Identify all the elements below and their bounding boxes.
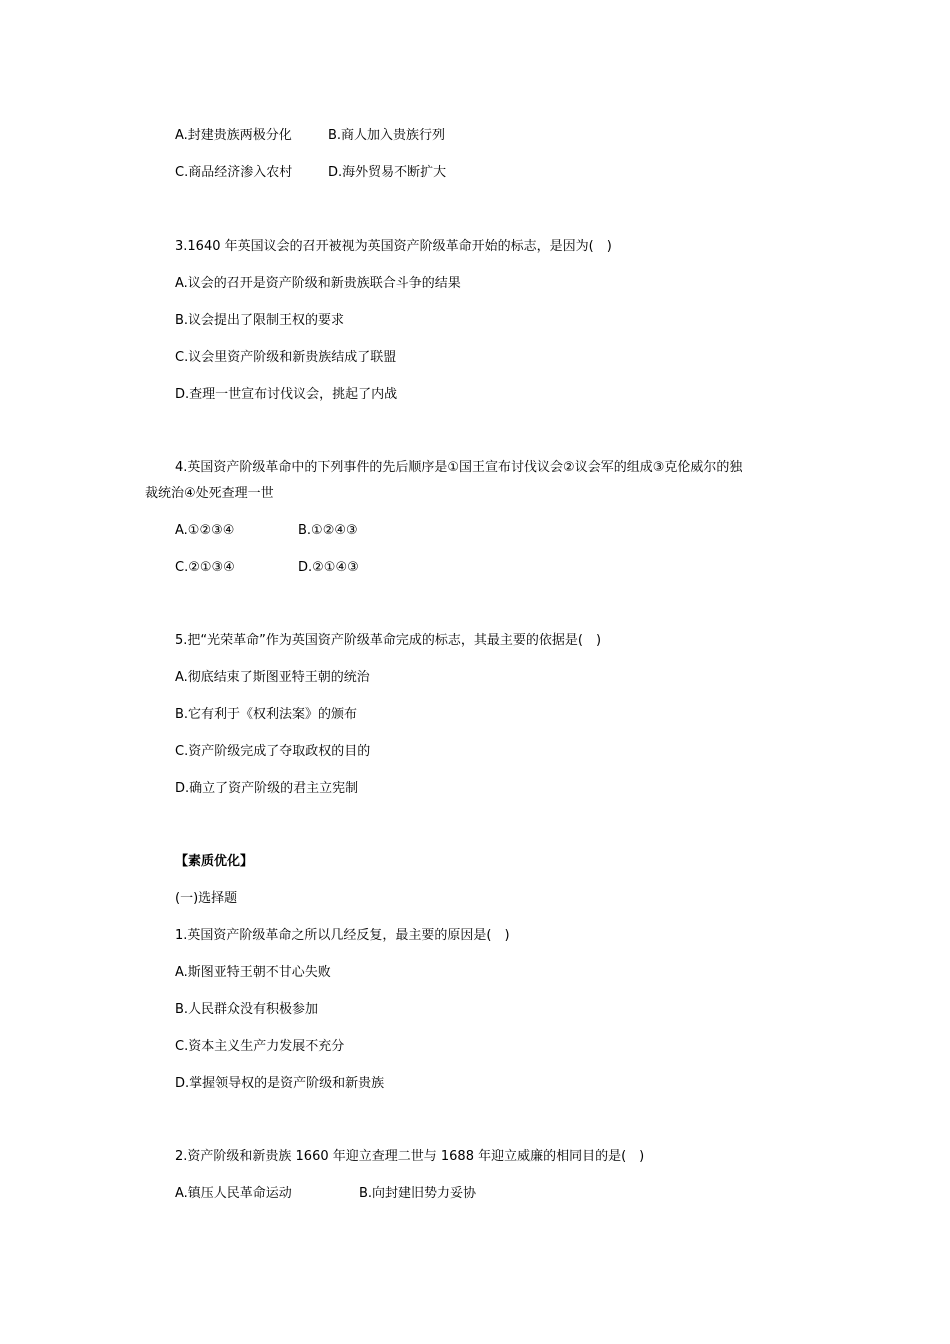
section-question-1-option-c: C.资本主义生产力发展不充分	[175, 1039, 345, 1054]
question-4-option-d: D.②①④③	[298, 560, 359, 575]
question-3-option-b: B.议会提出了限制王权的要求	[175, 313, 345, 328]
question-3-stem: 3.1640 年英国议会的召开被视为英国资产阶级革命开始的标志，是因为( )	[175, 239, 612, 254]
section-subtitle: (一)选择题	[175, 891, 238, 906]
option-b: B.商人加入贵族行列	[328, 128, 446, 143]
question-5-option-a: A.彻底结束了斯图亚特王朝的统治	[175, 670, 370, 685]
question-3-option-d: D.查理一世宣布讨伐议会，挑起了内战	[175, 387, 398, 402]
section-question-1-option-d: D.掌握领导权的是资产阶级和新贵族	[175, 1076, 385, 1091]
section-title: 【素质优化】	[175, 854, 254, 869]
section-question-1-option-a: A.斯图亚特王朝不甘心失败	[175, 965, 331, 980]
question-5-option-d: D.确立了资产阶级的君主立宪制	[175, 781, 359, 796]
question-3-option-c: C.议会里资产阶级和新贵族结成了联盟	[175, 350, 397, 365]
question-4-option-b: B.①②④③	[298, 523, 358, 538]
option-c: C.商品经济渗入农村	[175, 165, 293, 180]
section-question-1-option-b: B.人民群众没有积极参加	[175, 1002, 319, 1017]
section-question-2-option-b: B.向封建旧势力妥协	[359, 1186, 477, 1201]
question-5-stem: 5.把“光荣革命”作为英国资产阶级革命完成的标志，其最主要的依据是( )	[175, 633, 602, 648]
question-5-option-c: C.资产阶级完成了夺取政权的目的	[175, 744, 371, 759]
section-question-2-stem: 2.资产阶级和新贵族 1660 年迎立查理二世与 1688 年迎立威廉的相同目的是( )	[175, 1149, 645, 1164]
section-question-2-option-a: A.镇压人民革命运动	[175, 1186, 292, 1201]
question-5-option-b: B.它有利于《权利法案》的颁布	[175, 707, 358, 722]
option-a: A.封建贵族两极分化	[175, 128, 292, 143]
question-4-option-a: A.①②③④	[175, 523, 235, 538]
option-d: D.海外贸易不断扩大	[328, 165, 447, 180]
section-question-1-stem: 1.英国资产阶级革命之所以几经反复，最主要的原因是( )	[175, 928, 510, 943]
question-4-stem-line1: 4.英国资产阶级革命中的下列事件的先后顺序是①国王宣布讨伐议会②议会军的组成③克伦威尔的独	[175, 460, 743, 475]
question-4-option-c: C.②①③④	[175, 560, 235, 575]
question-4-stem-line2: 裁统治④处死查理一世	[145, 486, 274, 501]
question-3-option-a: A.议会的召开是资产阶级和新贵族联合斗争的结果	[175, 276, 461, 291]
